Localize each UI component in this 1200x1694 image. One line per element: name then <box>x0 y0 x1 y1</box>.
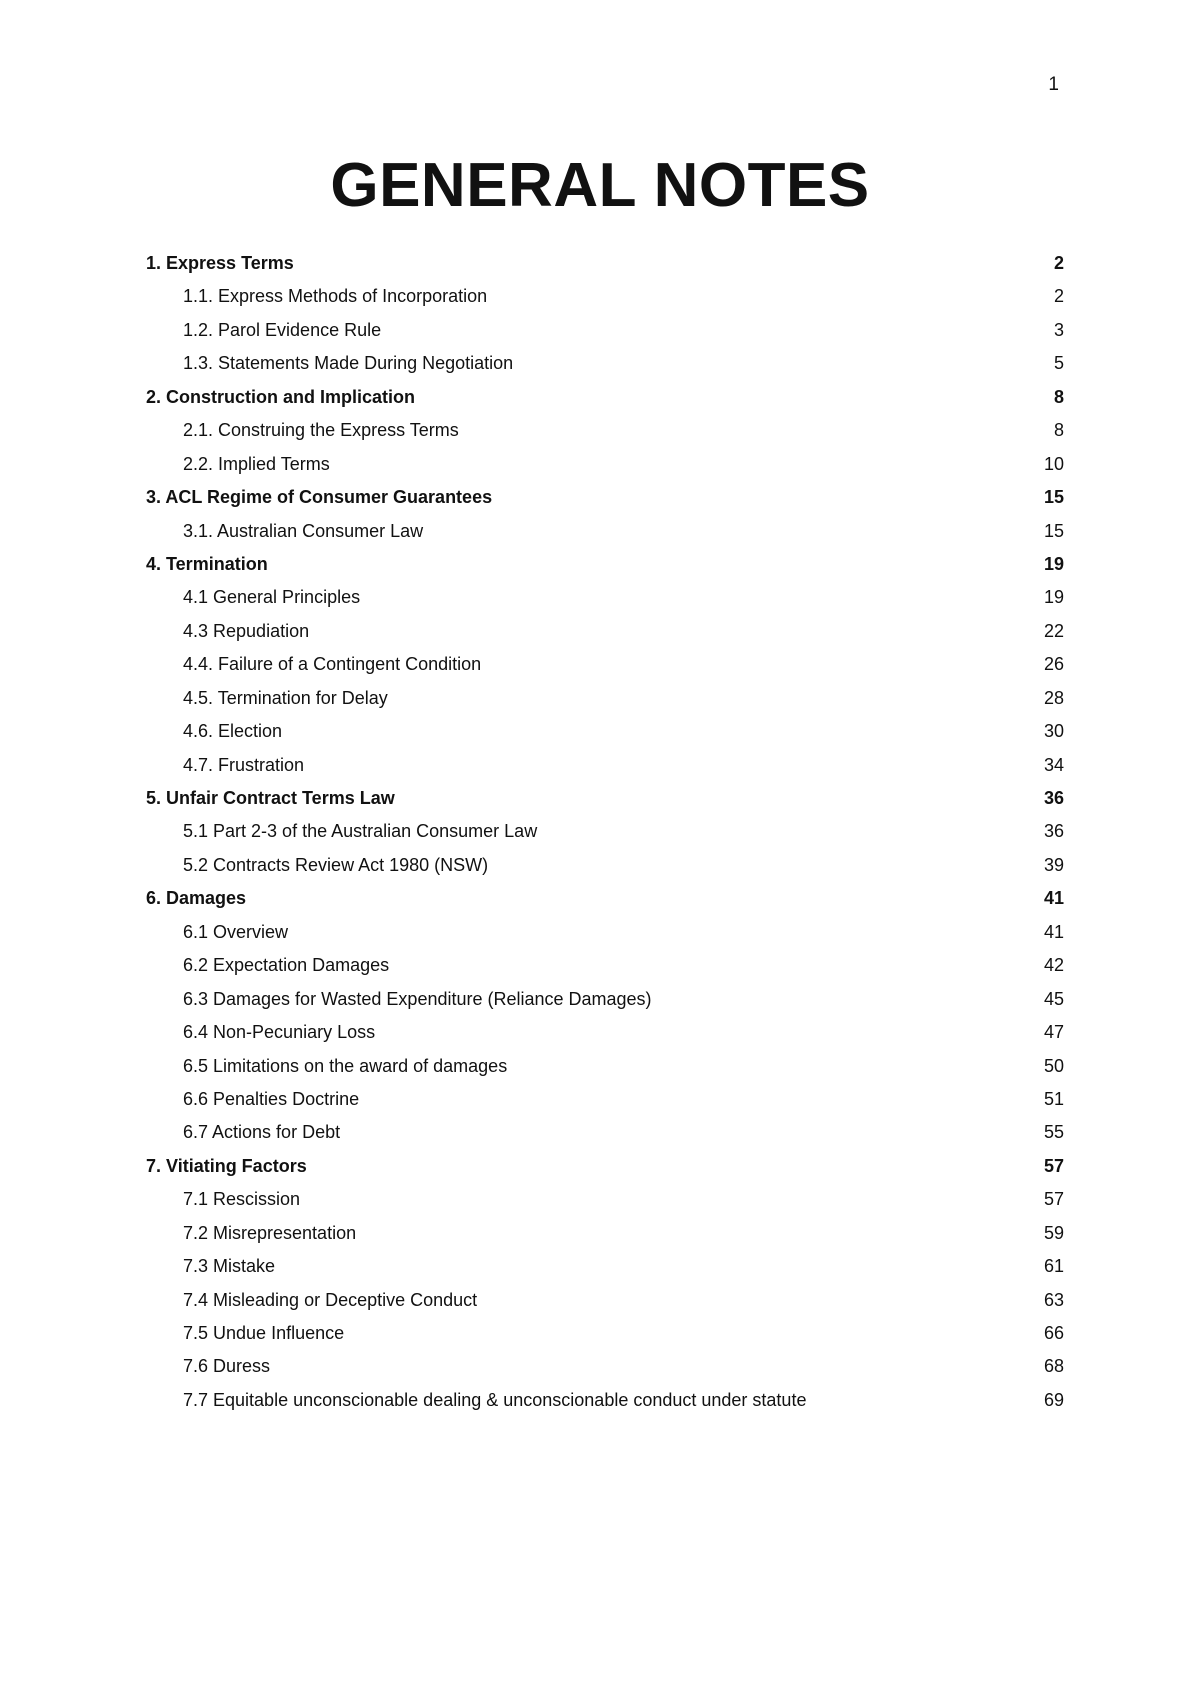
toc-entry-label: 5. Unfair Contract Terms Law <box>146 788 395 808</box>
toc-subsection-entry <box>146 320 1064 353</box>
toc-section-heading <box>146 487 1064 520</box>
toc-entry-label: 1.1. Express Methods of Incorporation <box>183 286 488 307</box>
toc-entry-label: 2.1. Construing the Express Terms <box>183 420 459 441</box>
toc-entry-label: 4.1 General Principles <box>183 587 361 608</box>
toc-section-heading <box>146 554 1064 587</box>
toc-entry-page: 8 <box>1053 386 1064 407</box>
toc-entry-page: 50 <box>1043 1055 1064 1076</box>
toc-subsection-entry <box>146 955 1064 988</box>
toc-entry-label: 7.1 Rescission <box>183 1189 301 1210</box>
toc-entry-label: 6.1 Overview <box>183 921 289 942</box>
toc-subsection-entry <box>146 1056 1064 1089</box>
toc-subsection-entry <box>146 855 1064 888</box>
toc-entry-page: 19 <box>1043 587 1064 608</box>
toc-subsection-entry <box>146 454 1064 487</box>
table-of-contents <box>146 253 1064 1423</box>
toc-entry-page: 36 <box>1043 788 1064 808</box>
toc-entry-label: 7.4 Misleading or Deceptive Conduct <box>183 1289 478 1310</box>
toc-subsection-entry <box>146 1323 1064 1356</box>
toc-entry-label: 3.1. Australian Consumer Law <box>183 520 424 541</box>
toc-subsection-entry <box>146 1356 1064 1389</box>
toc-entry-label: 6.6 Penalties Doctrine <box>183 1088 360 1109</box>
toc-entry-page: 66 <box>1043 1323 1064 1343</box>
toc-entry-page: 47 <box>1043 1022 1064 1043</box>
toc-entry-page: 69 <box>1043 1389 1064 1410</box>
toc-entry-label: 6. Damages <box>146 888 247 909</box>
toc-entry-page: 5 <box>1053 353 1064 374</box>
toc-entry-page: 45 <box>1043 988 1064 1009</box>
toc-subsection-entry <box>146 420 1064 453</box>
toc-entry-page: 55 <box>1043 1122 1064 1143</box>
toc-entry-page: 2 <box>1053 286 1064 307</box>
toc-entry-page: 41 <box>1043 921 1064 942</box>
toc-subsection-entry <box>146 1122 1064 1155</box>
toc-section-heading <box>146 888 1064 921</box>
document-title: GENERAL NOTES <box>330 151 870 220</box>
toc-subsection-entry <box>146 755 1064 788</box>
toc-entry-page: 30 <box>1043 721 1064 742</box>
toc-entry-page: 36 <box>1043 821 1064 842</box>
toc-entry-page: 57 <box>1043 1155 1064 1176</box>
toc-subsection-entry <box>146 1223 1064 1256</box>
toc-subsection-entry <box>146 521 1064 554</box>
toc-entry-label: 4.6. Election <box>183 721 283 742</box>
toc-entry-label: 7.3 Mistake <box>183 1256 276 1277</box>
toc-entry-label: 7. Vitiating Factors <box>146 1155 307 1176</box>
toc-entry-page: 42 <box>1043 955 1064 976</box>
toc-subsection-entry <box>146 821 1064 854</box>
toc-entry-page: 8 <box>1053 420 1064 441</box>
toc-entry-page: 10 <box>1043 453 1064 474</box>
toc-subsection-entry <box>146 922 1064 955</box>
toc-entry-label: 7.6 Duress <box>183 1356 271 1377</box>
toc-subsection-entry <box>146 353 1064 386</box>
toc-entry-label: 4.3 Repudiation <box>183 620 310 641</box>
toc-entry-label: 6.2 Expectation Damages <box>183 955 390 976</box>
toc-subsection-entry <box>146 1189 1064 1222</box>
toc-entry-page: 15 <box>1043 520 1064 541</box>
toc-entry-page: 39 <box>1043 854 1064 875</box>
toc-entry-label: 4.7. Frustration <box>183 754 305 775</box>
toc-section-heading <box>146 387 1064 420</box>
page-number: 1 <box>1048 74 1059 95</box>
toc-entry-label: 7.2 Misrepresentation <box>183 1222 357 1243</box>
toc-subsection-entry <box>146 1390 1064 1423</box>
toc-entry-page: 63 <box>1043 1289 1064 1310</box>
toc-entry-label: 6.5 Limitations on the award of damages <box>183 1055 508 1076</box>
toc-entry-page: 61 <box>1043 1256 1064 1277</box>
toc-subsection-entry <box>146 621 1064 654</box>
toc-entry-label: 6.7 Actions for Debt <box>183 1122 341 1143</box>
toc-entry-page: 34 <box>1043 754 1064 775</box>
toc-entry-label: 1.2. Parol Evidence Rule <box>183 319 382 340</box>
toc-subsection-entry <box>146 654 1064 687</box>
toc-entry-label: 2.2. Implied Terms <box>183 453 330 474</box>
toc-entry-page: 51 <box>1043 1088 1064 1109</box>
toc-entry-label: 7.5 Undue Influence <box>183 1323 345 1343</box>
toc-entry-page: 22 <box>1043 620 1064 641</box>
toc-entry-label: 1. Express Terms <box>146 253 294 273</box>
toc-entry-label: 4. Termination <box>146 553 268 574</box>
toc-entry-label: 3. ACL Regime of Consumer Guarantees <box>146 487 493 508</box>
toc-subsection-entry <box>146 587 1064 620</box>
toc-entry-label: 4.5. Termination for Delay <box>183 687 388 708</box>
toc-entry-page: 28 <box>1043 687 1064 708</box>
toc-entry-page: 2 <box>1053 253 1064 273</box>
toc-entry-page: 68 <box>1043 1356 1064 1377</box>
toc-section-heading <box>146 788 1064 821</box>
toc-subsection-entry <box>146 1089 1064 1122</box>
toc-subsection-entry <box>146 688 1064 721</box>
toc-subsection-entry <box>146 1256 1064 1289</box>
toc-entry-label: 6.4 Non-Pecuniary Loss <box>183 1022 376 1043</box>
toc-entry-page: 26 <box>1043 654 1064 675</box>
toc-entry-page: 15 <box>1043 487 1064 508</box>
toc-entry-label: 2. Construction and Implication <box>146 386 416 407</box>
toc-subsection-entry <box>146 1290 1064 1323</box>
toc-subsection-entry <box>146 989 1064 1022</box>
toc-entry-label: 1.3. Statements Made During Negotiation <box>183 353 514 374</box>
toc-entry-page: 41 <box>1043 888 1064 909</box>
toc-subsection-entry <box>146 1022 1064 1055</box>
toc-entry-page: 57 <box>1043 1189 1064 1210</box>
toc-subsection-entry <box>146 721 1064 754</box>
toc-entry-page: 59 <box>1043 1222 1064 1243</box>
toc-entry-page: 3 <box>1053 319 1064 340</box>
toc-entry-label: 7.7 Equitable unconscionable dealing & unconscionable conduct under statute <box>183 1389 807 1410</box>
toc-entry-page: 19 <box>1043 553 1064 574</box>
toc-entry-label: 6.3 Damages for Wasted Expenditure (Reliance Damages) <box>183 988 652 1009</box>
toc-entry-label: 4.4. Failure of a Contingent Condition <box>183 654 482 675</box>
toc-entry-label: 5.1 Part 2-3 of the Australian Consumer Law <box>183 821 538 842</box>
toc-subsection-entry <box>146 286 1064 319</box>
toc-section-heading <box>146 1156 1064 1189</box>
toc-entry-label: 5.2 Contracts Review Act 1980 (NSW) <box>183 854 489 875</box>
toc-section-heading <box>146 253 1064 286</box>
